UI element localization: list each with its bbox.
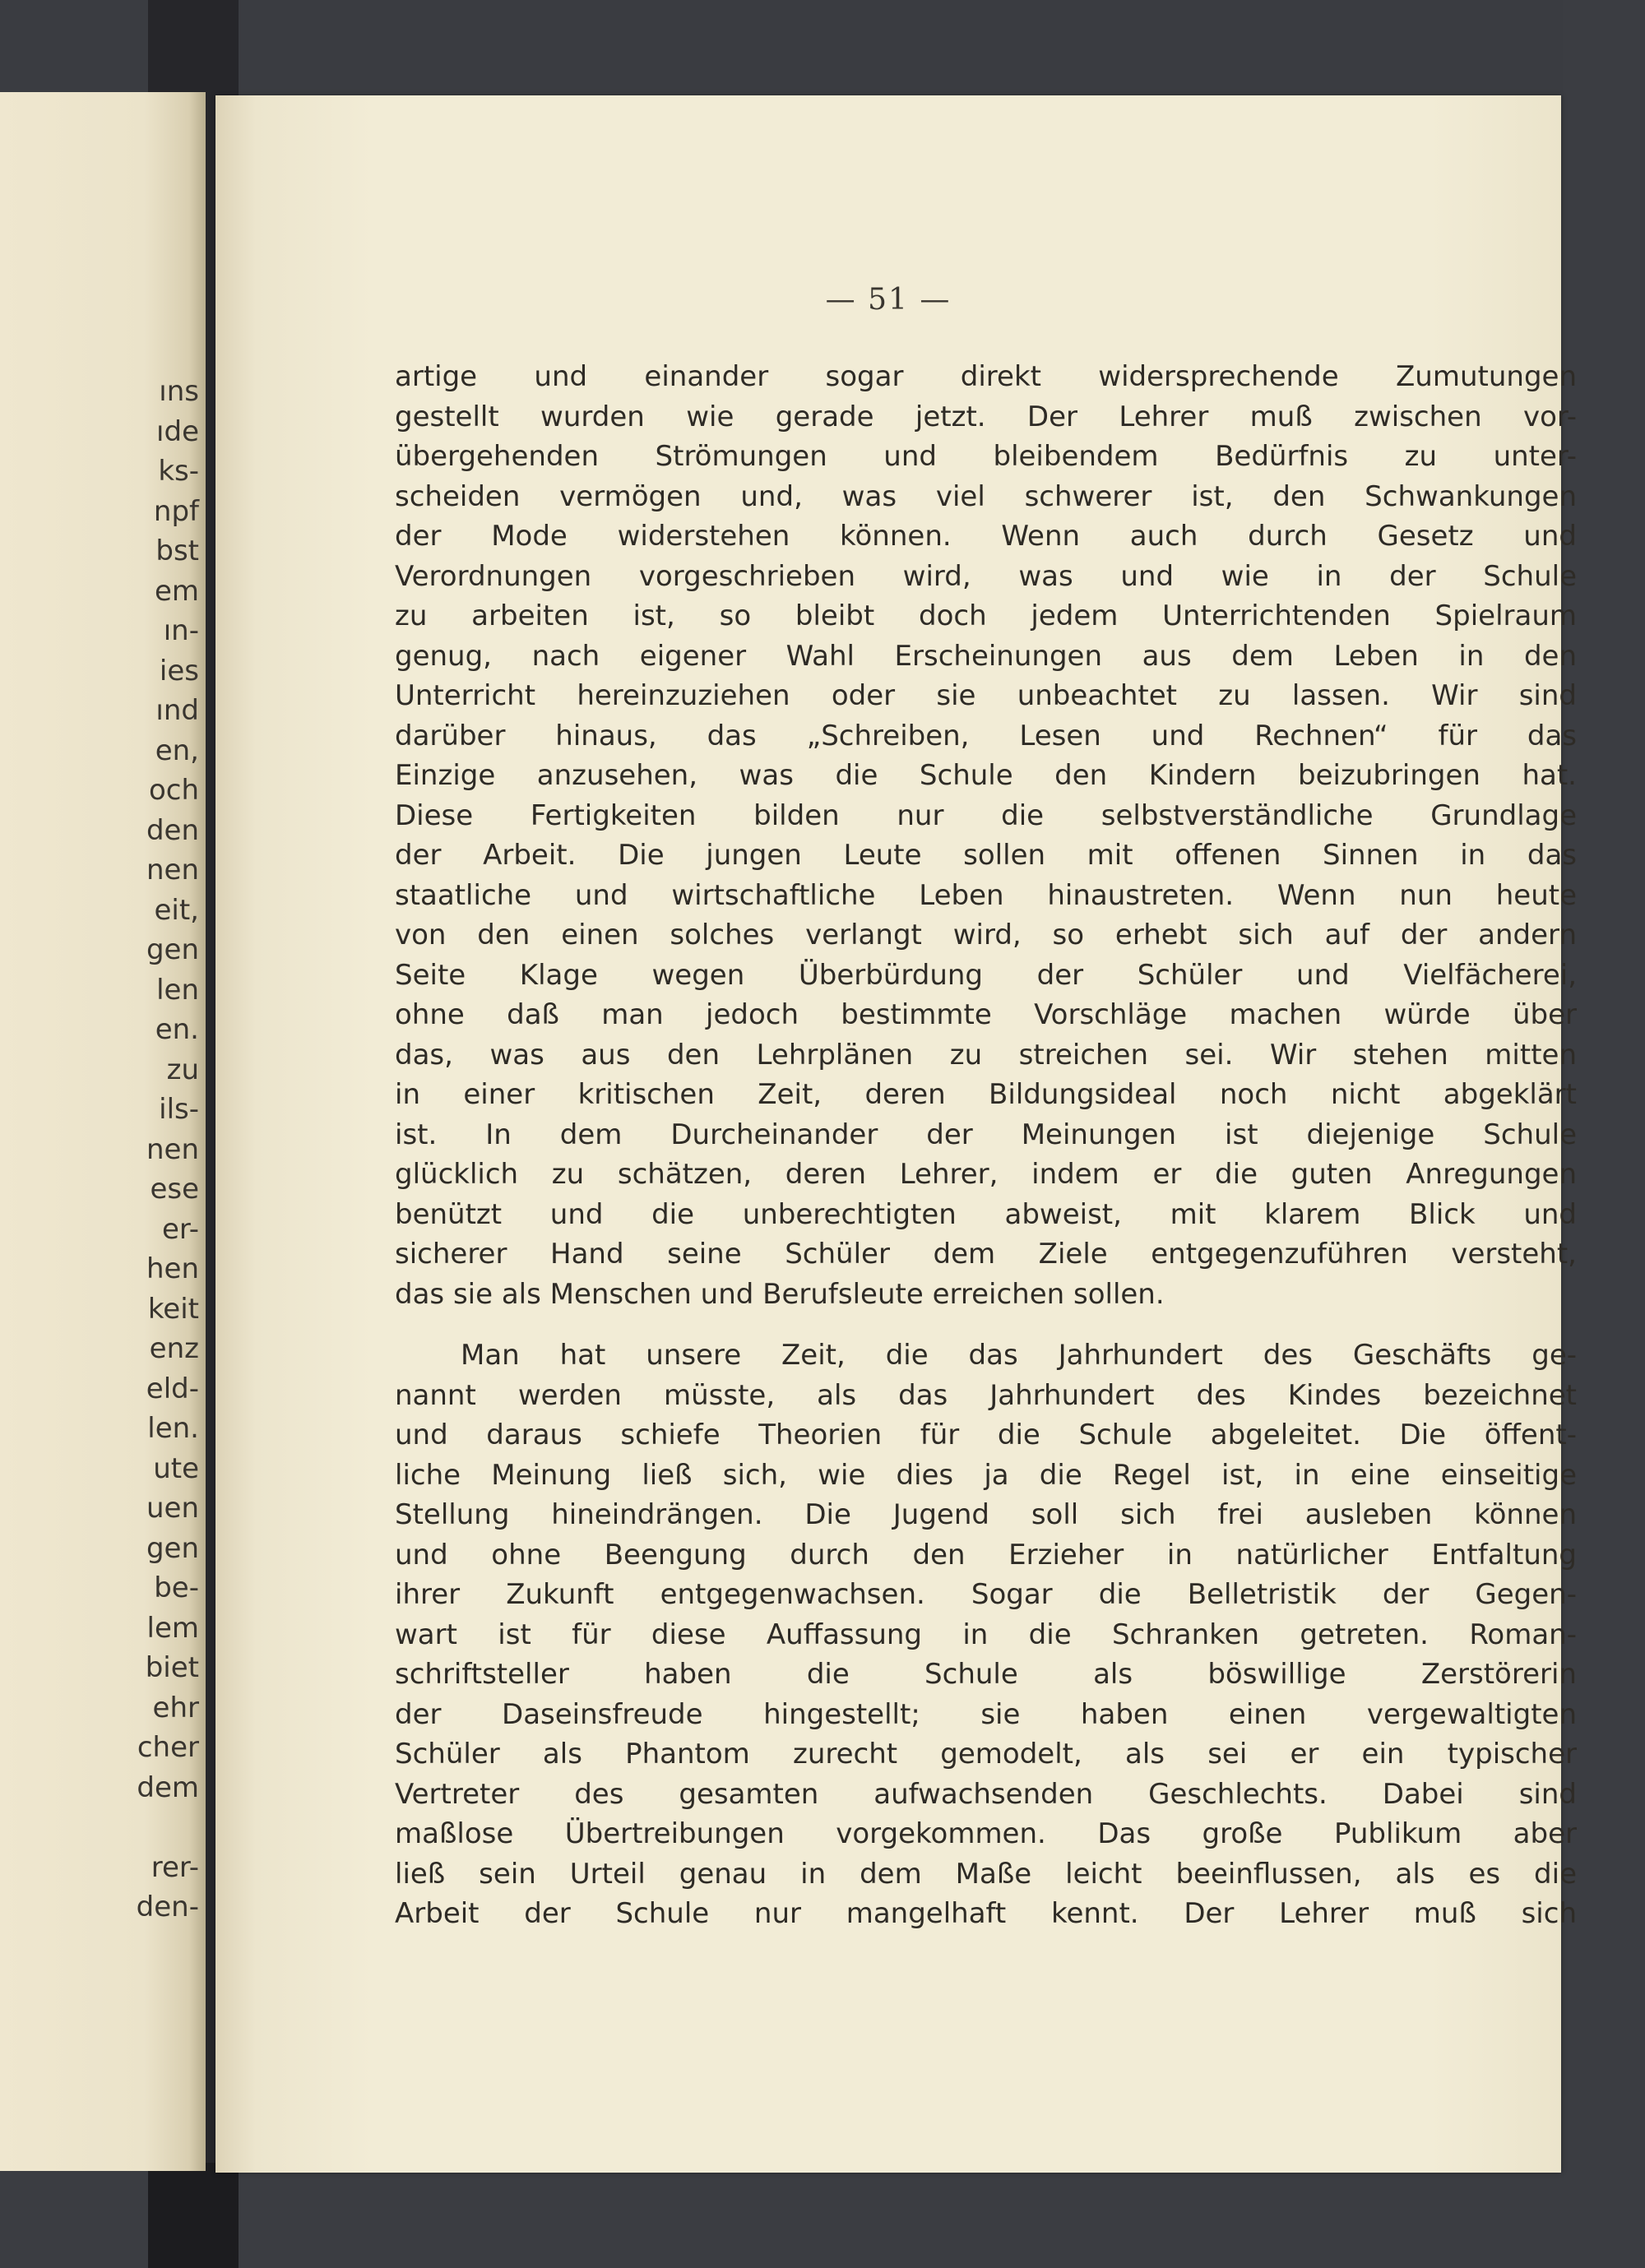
left-fragment-line: er- — [162, 1212, 199, 1246]
text-line: der Daseinsfreude hingestellt; sie haben einen vergewaltigten — [395, 1697, 1577, 1731]
text-line: Seite Klage wegen Überbürdung der Schüler und Vielfächerei, — [395, 958, 1577, 992]
left-fragment-line: lem — [146, 1611, 199, 1645]
text-line: Vertreter des gesamten aufwachsenden Geschlechts. Dabei sind — [395, 1777, 1577, 1811]
paragraph — [395, 357, 1577, 1314]
left-fragment-line: ehr — [152, 1691, 199, 1724]
text-line: liche Meinung ließ sich, wie dies ja die Regel ist, in eine einseitige — [395, 1458, 1577, 1492]
text-line: ist. In dem Durcheinander der Meinungen ist diejenige Schule — [395, 1118, 1577, 1151]
left-fragment-line: nen — [146, 854, 199, 886]
left-fragment-line: len — [156, 973, 199, 1007]
text-line: der Mode widerstehen können. Wenn auch durch Gesetz und — [395, 520, 1577, 553]
book-binding-bottom — [148, 2163, 239, 2268]
text-line: der Arbeit. Die jungen Leute sollen mit offenen Sinnen in das — [395, 839, 1577, 872]
left-fragment-line: eld- — [146, 1372, 199, 1405]
left-fragment-line: nen — [146, 1132, 199, 1166]
text-line: zu arbeiten ist, so bleibt doch jedem Unterrichtenden Spielraum — [395, 599, 1577, 632]
text-line: und daraus schiefe Theorien für die Schule abgeleitet. Die öffent- — [395, 1419, 1577, 1451]
left-fragment-line: gen — [146, 933, 199, 966]
left-fragment-line: len. — [147, 1412, 199, 1445]
body-text — [395, 357, 1577, 1934]
left-fragment-line: be- — [154, 1571, 199, 1604]
text-line: das, was aus den Lehrplänen zu streichen sei. Wir stehen mitten — [395, 1038, 1577, 1072]
text-line: von den einen solches verlangt wird, so erhebt sich auf der andern — [395, 919, 1577, 951]
text-line: genug, nach eigener Wahl Erscheinungen aus dem Leben in den — [395, 639, 1577, 673]
left-fragment-line: en, — [155, 734, 199, 767]
left-page-text-fragments — [137, 372, 199, 1928]
left-fragment-line: eit, — [154, 893, 199, 927]
text-line: Arbeit der Schule nur mangelhaft kennt. Der Lehrer muß sich — [395, 1897, 1577, 1930]
left-fragment-line: uen — [146, 1492, 199, 1525]
text-line: maßlose Übertreibungen vorgekommen. Das große Publikum aber — [395, 1817, 1577, 1850]
left-fragment-line: ese — [150, 1173, 199, 1206]
text-line: Einzige anzusehen, was die Schule den Kindern beizubringen hat. — [395, 759, 1577, 792]
left-fragment-line: ks- — [158, 455, 199, 488]
left-fragment-line: ils- — [159, 1093, 199, 1126]
left-fragment-line: bst — [155, 535, 199, 567]
text-line: Diese Fertigkeiten bilden nur die selbstverständliche Grundlage — [395, 798, 1577, 832]
text-line: schriftsteller haben die Schule als böswillige Zerstörerin — [395, 1658, 1577, 1691]
text-line: ließ sein Urteil genau in dem Maße leicht beeinflussen, als es die — [395, 1857, 1577, 1891]
left-fragment-line: zu — [166, 1053, 199, 1086]
left-fragment-line: ute — [153, 1451, 199, 1485]
text-line: glücklich zu schätzen, deren Lehrer, indem er die guten Anregungen — [395, 1158, 1577, 1191]
text-line: wart ist für diese Auffassung in die Schranken getreten. Roman- — [395, 1618, 1577, 1651]
text-line: benützt und die unberechtigten abweist, mit klarem Blick und — [395, 1197, 1577, 1231]
scan-backdrop-top — [0, 0, 1645, 92]
left-fragment-line: npf — [153, 494, 199, 528]
page-number: — 51 — — [825, 283, 952, 317]
text-line: darüber hinaus, das „Schreiben, Lesen und Rechnen“ für das — [395, 719, 1577, 752]
left-fragment-line: ies — [159, 654, 199, 687]
paragraph — [395, 1335, 1577, 1934]
left-fragment-line: den- — [136, 1891, 199, 1923]
left-fragment-line: ıns — [159, 375, 199, 408]
text-line: das sie als Menschen und Berufsleute erreichen sollen. — [395, 1277, 1165, 1311]
text-line: Schüler als Phantom zurecht gemodelt, als sei er ein typischer — [395, 1738, 1577, 1770]
left-fragment-line: den — [146, 813, 199, 847]
left-fragment-line: hen — [146, 1252, 199, 1285]
text-line: scheiden vermögen und, was viel schwerer ist, den Schwankungen — [395, 479, 1577, 513]
left-fragment-line: biet — [145, 1651, 199, 1684]
text-line: Verordnungen vorgeschrieben wird, was und wie in der Schule — [395, 559, 1577, 593]
left-fragment-line: ıde — [156, 414, 199, 448]
text-line: ihrer Zukunft entgegenwachsen. Sogar die Belletristik der Gegen- — [395, 1578, 1577, 1611]
text-line: artige und einander sogar direkt widersprechende Zumutungen — [395, 360, 1577, 393]
text-line: übergehenden Strömungen und bleibendem Bedürfnis zu unter- — [395, 440, 1577, 473]
text-line: Unterricht hereinzuziehen oder sie unbeachtet zu lassen. Wir sind — [395, 679, 1577, 712]
text-line: Man hat unsere Zeit, die das Jahrhundert des Geschäfts ge- — [461, 1339, 1577, 1372]
right-page — [215, 95, 1577, 2173]
left-page — [0, 92, 206, 2171]
left-fragment-line: enz — [149, 1332, 199, 1365]
text-line: in einer kritischen Zeit, deren Bildungsideal noch nicht abgeklärt — [395, 1078, 1577, 1111]
left-fragment-line: keit — [147, 1292, 199, 1326]
left-fragment-line: dem — [137, 1770, 199, 1804]
text-line: staatliche und wirtschaftliche Leben hinaustreten. Wenn nun heute — [395, 878, 1577, 912]
text-line: und ohne Beengung durch den Erzieher in natürlicher Entfaltung — [395, 1538, 1577, 1571]
text-line: nannt werden müsste, als das Jahrhundert des Kindes bezeichnet — [395, 1378, 1577, 1412]
left-fragment-line: rer- — [151, 1850, 199, 1884]
text-line: Stellung hineindrängen. Die Jugend soll sich frei ausleben können — [395, 1498, 1577, 1531]
left-fragment-line: gen — [146, 1531, 199, 1565]
left-fragment-line: ın- — [163, 614, 199, 647]
text-line: gestellt wurden wie gerade jetzt. Der Lehrer muß zwischen vor- — [395, 400, 1577, 433]
left-fragment-line: en. — [155, 1013, 199, 1046]
text-line: sicherer Hand seine Schüler dem Ziele entgegenzuführen versteht, — [395, 1238, 1577, 1271]
left-fragment-line: cher — [137, 1731, 199, 1764]
left-fragment-line: em — [154, 574, 199, 608]
text-line: ohne daß man jedoch bestimmte Vorschläge machen würde über — [395, 998, 1577, 1031]
left-fragment-line: ınd — [155, 694, 199, 727]
left-fragment-line: och — [148, 774, 199, 807]
